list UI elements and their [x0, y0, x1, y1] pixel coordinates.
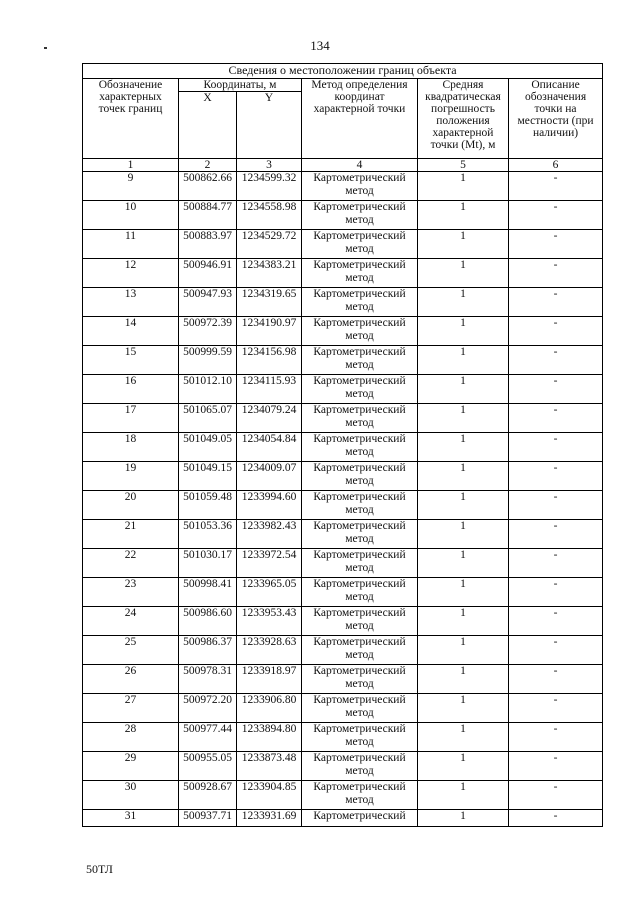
y-coordinate-cell: 1234115.93 — [237, 375, 302, 404]
description-cell: - — [509, 433, 603, 462]
header-description: Описание обозначения точки на местности (при наличии) — [509, 79, 603, 159]
table-row — [83, 346, 603, 375]
table-row — [83, 578, 603, 607]
precision-cell: 1 — [418, 665, 509, 694]
header-method: Метод определения координат характерной точки — [302, 79, 418, 159]
y-coordinate-cell: 1233928.63 — [237, 636, 302, 665]
x-coordinate-cell: 501030.17 — [179, 549, 237, 578]
point-cell: 21 — [83, 520, 179, 549]
method-cell: Картометрический метод — [302, 462, 418, 491]
description-cell: - — [509, 172, 603, 201]
point-cell: 29 — [83, 752, 179, 781]
point-cell: 11 — [83, 230, 179, 259]
description-cell: - — [509, 404, 603, 433]
precision-cell: 1 — [418, 462, 509, 491]
precision-cell: 1 — [418, 288, 509, 317]
column-number: 2 — [179, 159, 237, 172]
table-row — [83, 317, 603, 346]
precision-cell: 1 — [418, 433, 509, 462]
x-coordinate-cell: 500986.37 — [179, 636, 237, 665]
method-cell: Картометрический метод — [302, 636, 418, 665]
x-coordinate-cell: 500978.31 — [179, 665, 237, 694]
description-cell: - — [509, 781, 603, 810]
table-row — [83, 810, 603, 827]
y-coordinate-cell: 1234529.72 — [237, 230, 302, 259]
x-coordinate-cell: 500946.91 — [179, 259, 237, 288]
point-cell: 22 — [83, 549, 179, 578]
table-row — [83, 259, 603, 288]
precision-cell: 1 — [418, 172, 509, 201]
precision-cell: 1 — [418, 810, 509, 827]
x-coordinate-cell: 500972.20 — [179, 694, 237, 723]
table-row — [83, 694, 603, 723]
precision-cell: 1 — [418, 607, 509, 636]
x-coordinate-cell: 500928.67 — [179, 781, 237, 810]
method-cell: Картометрический метод — [302, 259, 418, 288]
table-row — [83, 665, 603, 694]
table-body — [83, 172, 603, 827]
column-number: 6 — [509, 159, 603, 172]
table-row — [83, 230, 603, 259]
y-coordinate-cell: 1234319.65 — [237, 288, 302, 317]
table-row — [83, 288, 603, 317]
x-coordinate-cell: 501049.15 — [179, 462, 237, 491]
method-cell: Картометрический метод — [302, 694, 418, 723]
y-coordinate-cell: 1233931.69 — [237, 810, 302, 827]
table-row — [83, 462, 603, 491]
point-cell: 28 — [83, 723, 179, 752]
method-cell: Картометрический метод — [302, 433, 418, 462]
point-cell: 25 — [83, 636, 179, 665]
point-cell: 31 — [83, 810, 179, 827]
x-coordinate-cell: 500986.60 — [179, 607, 237, 636]
y-coordinate-cell: 1233873.48 — [237, 752, 302, 781]
table-row — [83, 433, 603, 462]
method-cell: Картометрический метод — [302, 607, 418, 636]
y-coordinate-cell: 1234599.32 — [237, 172, 302, 201]
description-cell: - — [509, 462, 603, 491]
point-cell: 30 — [83, 781, 179, 810]
point-cell: 18 — [83, 433, 179, 462]
table-row — [83, 404, 603, 433]
point-cell: 19 — [83, 462, 179, 491]
precision-cell: 1 — [418, 578, 509, 607]
description-cell: - — [509, 288, 603, 317]
description-cell: - — [509, 578, 603, 607]
x-coordinate-cell: 501059.48 — [179, 491, 237, 520]
table-row — [83, 491, 603, 520]
point-cell: 12 — [83, 259, 179, 288]
method-cell: Картометрический метод — [302, 665, 418, 694]
point-cell: 17 — [83, 404, 179, 433]
point-cell: 14 — [83, 317, 179, 346]
description-cell: - — [509, 520, 603, 549]
table-row — [83, 201, 603, 230]
description-cell: - — [509, 810, 603, 827]
header-coordinates: Координаты, м — [179, 79, 302, 92]
y-coordinate-cell: 1233953.43 — [237, 607, 302, 636]
method-cell: Картометрический метод — [302, 404, 418, 433]
point-cell: 13 — [83, 288, 179, 317]
table-row — [83, 549, 603, 578]
method-cell: Картометрический метод — [302, 491, 418, 520]
y-coordinate-cell: 1234079.24 — [237, 404, 302, 433]
method-cell: Картометрический метод — [302, 578, 418, 607]
table-row — [83, 723, 603, 752]
y-coordinate-cell: 1233965.05 — [237, 578, 302, 607]
description-cell: - — [509, 636, 603, 665]
table-row — [83, 752, 603, 781]
x-coordinate-cell: 500937.71 — [179, 810, 237, 827]
header-y: Y — [237, 92, 302, 159]
x-coordinate-cell: 500862.66 — [179, 172, 237, 201]
method-cell: Картометрический метод — [302, 288, 418, 317]
method-cell: Картометрический метод — [302, 549, 418, 578]
precision-cell: 1 — [418, 375, 509, 404]
x-coordinate-cell: 501053.36 — [179, 520, 237, 549]
point-cell: 20 — [83, 491, 179, 520]
x-coordinate-cell: 500998.41 — [179, 578, 237, 607]
page-number: 134 — [310, 38, 330, 53]
y-coordinate-cell: 1234190.97 — [237, 317, 302, 346]
method-cell: Картометрический метод — [302, 172, 418, 201]
x-coordinate-cell: 500947.93 — [179, 288, 237, 317]
y-coordinate-cell: 1234558.98 — [237, 201, 302, 230]
precision-cell: 1 — [418, 346, 509, 375]
table-row — [83, 520, 603, 549]
table-title: Сведения о местоположении границ объекта — [83, 64, 603, 79]
header-point-designation: Обозначение характерных точек границ — [83, 79, 179, 159]
description-cell: - — [509, 375, 603, 404]
description-cell: - — [509, 201, 603, 230]
x-coordinate-cell: 500977.44 — [179, 723, 237, 752]
method-cell: Картометрический метод — [302, 317, 418, 346]
point-cell: 26 — [83, 665, 179, 694]
x-coordinate-cell: 501012.10 — [179, 375, 237, 404]
method-cell: Картометрический метод — [302, 346, 418, 375]
table-row — [83, 375, 603, 404]
y-coordinate-cell: 1233904.85 — [237, 781, 302, 810]
precision-cell: 1 — [418, 259, 509, 288]
description-cell: - — [509, 665, 603, 694]
x-coordinate-cell: 500883.97 — [179, 230, 237, 259]
precision-cell: 1 — [418, 636, 509, 665]
table-row — [83, 636, 603, 665]
precision-cell: 1 — [418, 317, 509, 346]
description-cell: - — [509, 694, 603, 723]
y-coordinate-cell: 1233972.54 — [237, 549, 302, 578]
description-cell: - — [509, 752, 603, 781]
precision-cell: 1 — [418, 694, 509, 723]
precision-cell: 1 — [418, 491, 509, 520]
y-coordinate-cell: 1233894.80 — [237, 723, 302, 752]
y-coordinate-cell: 1234009.07 — [237, 462, 302, 491]
method-cell: Картометрический метод — [302, 230, 418, 259]
method-cell: Картометрический метод — [302, 201, 418, 230]
precision-cell: 1 — [418, 520, 509, 549]
y-coordinate-cell: 1233918.97 — [237, 665, 302, 694]
description-cell: - — [509, 723, 603, 752]
description-cell: - — [509, 259, 603, 288]
description-cell: - — [509, 317, 603, 346]
table-row — [83, 172, 603, 201]
column-number: 4 — [302, 159, 418, 172]
method-cell: Картометрический метод — [302, 520, 418, 549]
precision-cell: 1 — [418, 230, 509, 259]
point-cell: 15 — [83, 346, 179, 375]
column-number: 3 — [237, 159, 302, 172]
method-cell: Картометрический метод — [302, 781, 418, 810]
boundary-coordinates-table — [82, 63, 603, 827]
table-row — [83, 781, 603, 810]
footer-code: 50ТЛ — [86, 862, 113, 876]
column-number: 1 — [83, 159, 179, 172]
precision-cell: 1 — [418, 549, 509, 578]
header-x: X — [179, 92, 237, 159]
point-cell: 16 — [83, 375, 179, 404]
point-cell: 9 — [83, 172, 179, 201]
description-cell: - — [509, 549, 603, 578]
method-cell: Картометрический — [302, 810, 418, 827]
y-coordinate-cell: 1233994.60 — [237, 491, 302, 520]
precision-cell: 1 — [418, 723, 509, 752]
method-cell: Картометрический метод — [302, 752, 418, 781]
description-cell: - — [509, 491, 603, 520]
description-cell: - — [509, 230, 603, 259]
x-coordinate-cell: 500972.39 — [179, 317, 237, 346]
y-coordinate-cell: 1234383.21 — [237, 259, 302, 288]
precision-cell: 1 — [418, 752, 509, 781]
x-coordinate-cell: 500884.77 — [179, 201, 237, 230]
precision-cell: 1 — [418, 201, 509, 230]
y-coordinate-cell: 1234156.98 — [237, 346, 302, 375]
precision-cell: 1 — [418, 781, 509, 810]
column-number-row — [83, 159, 603, 172]
x-coordinate-cell: 500955.05 — [179, 752, 237, 781]
point-cell: 10 — [83, 201, 179, 230]
description-cell: - — [509, 346, 603, 375]
y-coordinate-cell: 1234054.84 — [237, 433, 302, 462]
method-cell: Картометрический метод — [302, 375, 418, 404]
x-coordinate-cell: 501065.07 — [179, 404, 237, 433]
y-coordinate-cell: 1233906.80 — [237, 694, 302, 723]
method-cell: Картометрический метод — [302, 723, 418, 752]
table-row — [83, 607, 603, 636]
scan-speck — [44, 47, 47, 49]
point-cell: 24 — [83, 607, 179, 636]
precision-cell: 1 — [418, 404, 509, 433]
y-coordinate-cell: 1233982.43 — [237, 520, 302, 549]
column-number: 5 — [418, 159, 509, 172]
x-coordinate-cell: 500999.59 — [179, 346, 237, 375]
x-coordinate-cell: 501049.05 — [179, 433, 237, 462]
point-cell: 23 — [83, 578, 179, 607]
header-precision: Средняя квадратическая погрешность положения характерной точки (Mt), м — [418, 79, 509, 159]
description-cell: - — [509, 607, 603, 636]
point-cell: 27 — [83, 694, 179, 723]
